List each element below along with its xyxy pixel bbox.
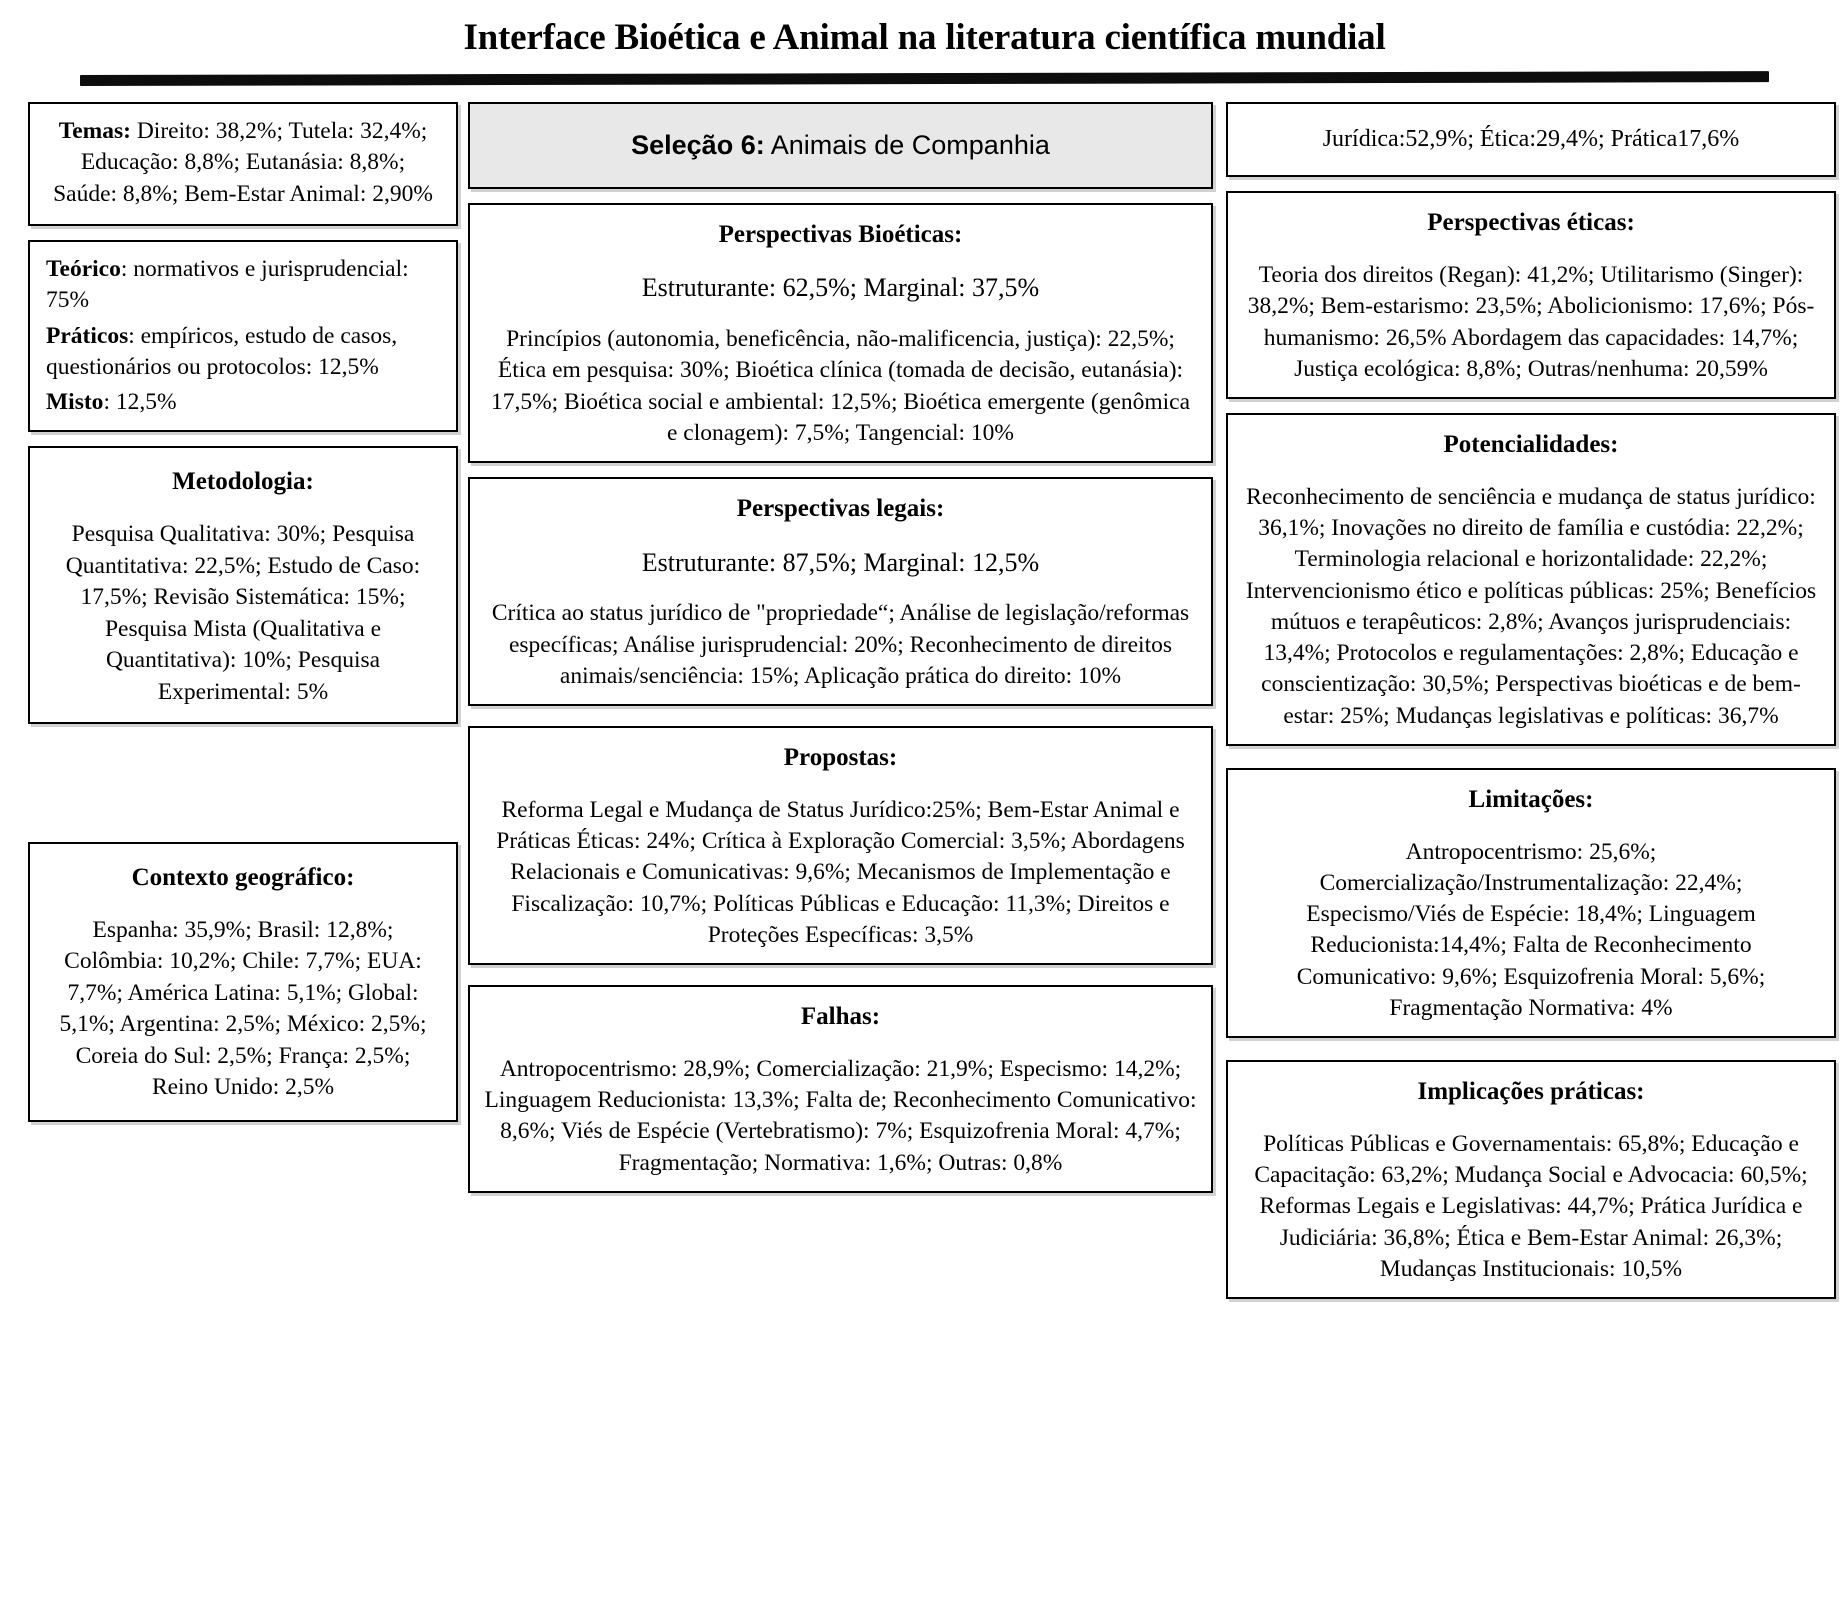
page-title: Interface Bioética e Animal na literatura científica mundial (463, 17, 1386, 58)
three-column-layout (28, 102, 1821, 1313)
bioethical-detail-text: Princípios (autonomia, beneficência, não-malificencia, justiça): 22,5%; Ética em pesquisa: 30%; Bioética clínica (tomada de decisão, eutanásia): 17,5%; Bioética social e ambiental: 12,5%; Bioética emergente (genômica e clonagem): 7,5%; Tangencial: 10% (490, 326, 1191, 446)
bioethical-perspectives-heading: Perspectivas Bioéticas: (718, 220, 963, 248)
spacer (46, 501, 440, 519)
themes-label: Temas: (58, 117, 131, 144)
right-column (1226, 102, 1836, 1313)
bioethical-headline-stat: Estruturante: 62,5%; Marginal: 37,5% (641, 273, 1040, 303)
methodology-text: Pesquisa Qualitativa: 30%; Pesquisa Quantitativa: 22,5%; Estudo de Caso: 17,5%; Revisão Sistemática: 15%; Pesquisa Mista (Qualitativa e Quantitativa): 10%; Pesquisa Experimental: 5% (65, 521, 421, 705)
proposals-detail-text: Reforma Legal e Mudança de Status Jurídico:25%; Bem-Estar Animal e Práticas Éticas: 24%; Crítica à Exploração Comercial: 3,5%; Abordagens Relacionais e Comunicativas: 9,6%; Mecanismos de Implementação e Fiscalização: 10,7%; Políticas Públicas e Educação: 11,3%; Direitos e Proteções Específicas: 3,5% (496, 796, 1185, 948)
spacer (484, 777, 1197, 795)
ethical-perspectives-box (1226, 191, 1836, 399)
ethical-perspectives-heading: Perspectivas éticas: (1427, 209, 1635, 237)
spacer (484, 306, 1197, 324)
bioethical-perspectives-box (468, 203, 1213, 463)
left-column (28, 102, 458, 1136)
spacer (484, 253, 1197, 271)
spacer (46, 897, 440, 915)
limitations-heading: Limitações: (1468, 785, 1594, 813)
theoretical-label: Teórico (46, 256, 121, 283)
theoretical-value: : normativos e jurisprudencial: 75% (46, 256, 409, 314)
title-divider (80, 71, 1769, 86)
themes-box (28, 102, 458, 226)
spacer (1242, 819, 1820, 837)
ethical-detail-text: Teoria dos direitos (Regan): 41,2%; Utilitarismo (Singer): 38,2%; Bem-estarismo: 23,5%; Abolicionismo: 17,6%; Pós-humanismo: 26,5% Abordagem das capacidades: 14,7%; Justiça ecológica: 8,8%; Outras/nenhuma: 20,59% (1247, 262, 1815, 382)
limitations-detail-text: Antropocentrismo: 25,6%; Comercialização/Instrumentalização: 22,4%; Especismo/Viés de Espécie: 18,4%; Linguagem Reducionista:14,4%; Falta de Reconhecimento Comunicativo: 9,6%; Esquizofrenia Moral: 5,6%; Fragmentação Normativa: 4% (1296, 838, 1766, 1021)
proposals-heading: Propostas: (783, 744, 898, 772)
legal-detail-text: Crítica ao status jurídico de "propriedade“; Análise de legislação/reformas específicas; Análise jurisprudencial: 20%; Reconhecimento de direitos animais/senciência: 15%; Aplicação prática do direito: 10% (491, 600, 1190, 689)
geographic-context-heading: Contexto geográfico: (131, 864, 355, 892)
selection-banner[interactable] (468, 102, 1213, 189)
mixed-value: : 12,5% (103, 389, 177, 416)
practical-implications-heading: Implicações práticas: (1417, 1078, 1645, 1106)
practical-implications-detail-text: Políticas Públicas e Governamentais: 65,8%; Educação e Capacitação: 63,2%; Mudança Social e Advocacia: 60,5%; Reformas Legais e Legislativas: 44,7%; Prática Jurídica e Judiciária: 36,8%; Ética e Bem-Estar Animal: 26,3%; Mudanças Institucionais: 10,5% (1254, 1130, 1808, 1282)
practical-value: : empíricos, estudo de casos, questionários ou protocolos: 12,5% (46, 322, 398, 380)
spacer (484, 1036, 1197, 1054)
legal-perspectives-box (468, 477, 1213, 706)
title-block (28, 0, 1821, 86)
spacer (1242, 1111, 1820, 1129)
themes-text (46, 116, 440, 210)
geographic-context-text: Espanha: 35,9%; Brasil: 12,8%; Colômbia: 10,2%; Chile: 7,7%; EUA: 7,7%; América Latina: 5,1%; Global: 5,1%; Argentina: 2,5%; México: 2,5%; Coreia do Sul: 2,5%; França: 2,5%; Reino Unido: 2,5% (59, 916, 427, 1101)
approach-practical (46, 321, 440, 384)
potentials-detail-text: Reconhecimento de senciência e mudança de status jurídico: 36,1%; Inovações no direito de família e custódia: 22,2%; Terminologia relacional e horizontalidade: 22,2%; Intervencionismo ético e políticas públicas: 25%; Benefícios mútuos e terapêuticos: 2,8%; Avanços jurisprudenciais: 13,4%; Protocolos e regulamentações: 2,8%; Educação e conscientização: 30,5%; Perspectivas bioéticas e de bem-estar: 25%; Mudanças legislativas e políticas: 36,7% (1245, 483, 1817, 729)
methodology-box (28, 446, 458, 724)
summary-text: Jurídica:52,9%; Ética:29,4%; Prática17,6% (1322, 125, 1740, 152)
summary-box (1226, 102, 1836, 178)
spacer (1242, 242, 1820, 260)
mixed-label: Misto (46, 389, 104, 416)
center-column (468, 102, 1213, 1207)
practical-label: Práticos (46, 322, 129, 349)
limitations-box (1226, 768, 1836, 1038)
selection-label: Seleção 6: (631, 129, 765, 160)
themes-values: Direito: 38,2%; Tutela: 32,4%; Educação: 8,8%; Eutanásia: 8,8%; Saúde: 8,8%; Bem-Estar Animal: 2,90% (53, 117, 433, 207)
failures-detail-text: Antropocentrismo: 28,9%; Comercialização: 21,9%; Especismo: 14,2%; Linguagem Reducionista: 13,3%; Falta de; Reconhecimento Comunicativo: 8,6%; Viés de Espécie (Vertebratismo): 7%; Esquizofrenia Moral: 4,7%; Fragmentação; Normativa: 1,6%; Outras: 0,8% (484, 1055, 1197, 1176)
potentials-heading: Potencialidades: (1443, 431, 1619, 459)
geographic-context-box (28, 842, 458, 1122)
methodology-heading: Metodologia: (172, 468, 314, 496)
selection-value: Animais de Companhia (770, 129, 1050, 160)
legal-headline-stat: Estruturante: 87,5%; Marginal: 12,5% (641, 547, 1040, 577)
approach-box (28, 240, 458, 432)
proposals-box (468, 726, 1213, 965)
approach-mixed (46, 387, 440, 418)
potentials-box (1226, 413, 1836, 746)
spacer (484, 580, 1197, 598)
practical-implications-box (1226, 1060, 1836, 1299)
failures-box (468, 985, 1213, 1193)
legal-perspectives-heading: Perspectivas legais: (736, 495, 945, 523)
spacer (484, 528, 1197, 546)
approach-theoretical (46, 254, 440, 317)
failures-heading: Falhas: (800, 1003, 881, 1031)
spacer (1242, 464, 1820, 482)
selection-line (631, 130, 1050, 161)
